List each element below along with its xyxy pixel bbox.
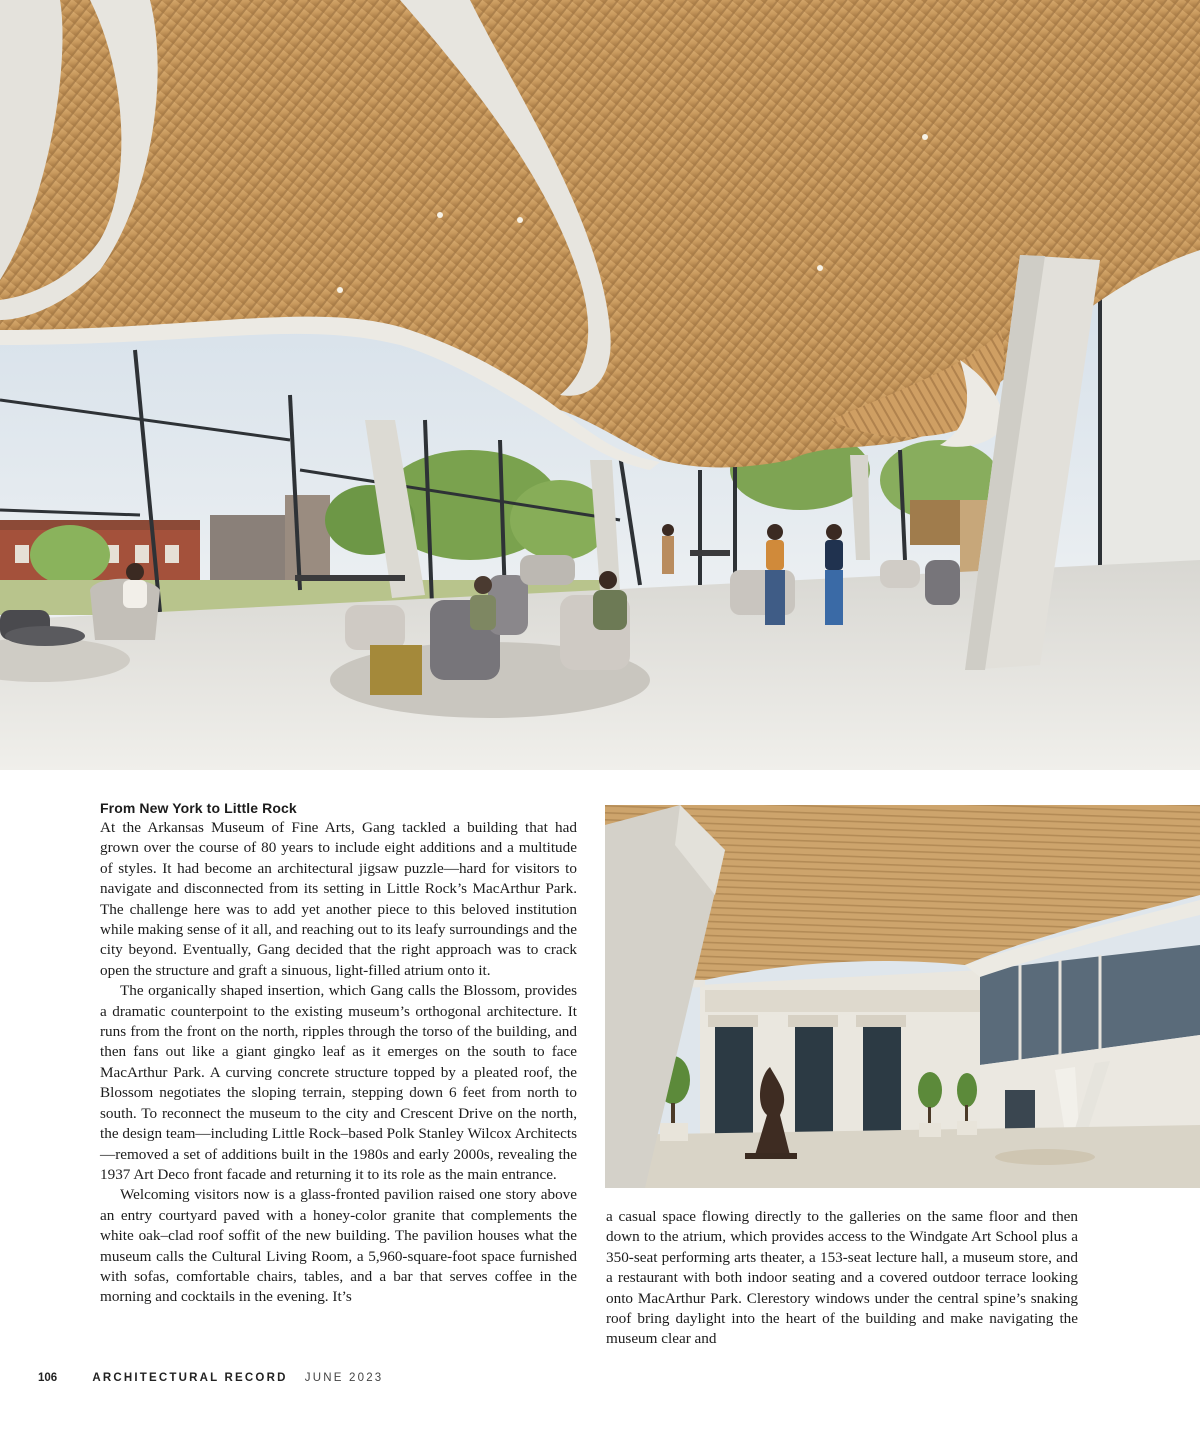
article-paragraph-3: Welcoming visitors now is a glass-fronted pavilion raised one story above an entry courtyard paved with a honey-color granite that complements the white oak–clad roof soffit of the new building. The pavilion houses what the museum calls the Cultural Living Room, a 5,960-square-foot space furnished with sofas, comfortable chairs, tables, and a bar that serves coffee in the morning and cocktails in the evening. It’s xyxy=(100,1186,577,1306)
article-column-right xyxy=(606,1207,1078,1350)
magazine-name: ARCHITECTURAL RECORD xyxy=(92,1372,288,1384)
issue-date: JUNE 2023 xyxy=(304,1372,384,1384)
article-paragraph-2: The organically shaped insertion, which Gang calls the Blossom, provides a dramatic counterpoint to the existing museum’s orthogonal architecture. It runs from the front on the north, ripples through the torso of the building, and then fans out like a giant gingko leaf as it emerges on the south to face MacArthur Park. A curving concrete structure topped by a pleated roof, the Blossom negotiates the sloping terrain, stepping down 6 feet from north to south. To reconnect the museum to the city and Crescent Drive on the north, the design team—including Little Rock–based Polk Stanley Wilcox Architects—removed a set of additions built in the 1980s and early 2000s, revealing the 1937 Art Deco front facade and returning it to its role as the main entrance. xyxy=(100,982,577,1183)
courtyard-photo-illustration xyxy=(605,805,1200,1188)
courtyard-photo xyxy=(605,805,1200,1188)
article-paragraph-continued: a casual space flowing directly to the galleries on the same floor and then down to the atrium, which provides access to the Windgate Art School plus a 350-seat performing arts theater, a 153-seat lecture hall, a museum store, and a restaurant with both indoor seating and a covered outdoor terrace looking onto MacArthur Park. Clerestory windows under the central spine’s snaking roof bring daylight into the heart of the building and make navigating the museum clear and xyxy=(606,1208,1078,1348)
article-column-left xyxy=(100,798,577,1308)
page-number: 106 xyxy=(38,1372,58,1384)
article-paragraph-1: At the Arkansas Museum of Fine Arts, Gang tackled a building that had grown over the course of 80 years to include eight additions and a multitude of styles. It had become an architectural jigsaw puzzle—hard for visitors to navigate and disconnected from its setting in Little Rock’s MacArthur Park. The challenge here was to add yet another piece to this beloved institution while making sense of it all, and reaching out to its leafy surroundings and the city beyond. Eventually, Gang decided that the right approach was to crack open the structure and graft a sinuous, light-filled atrium onto it. xyxy=(100,819,577,979)
page-footer xyxy=(38,1372,383,1384)
section-heading: From New York to Little Rock xyxy=(100,800,297,816)
